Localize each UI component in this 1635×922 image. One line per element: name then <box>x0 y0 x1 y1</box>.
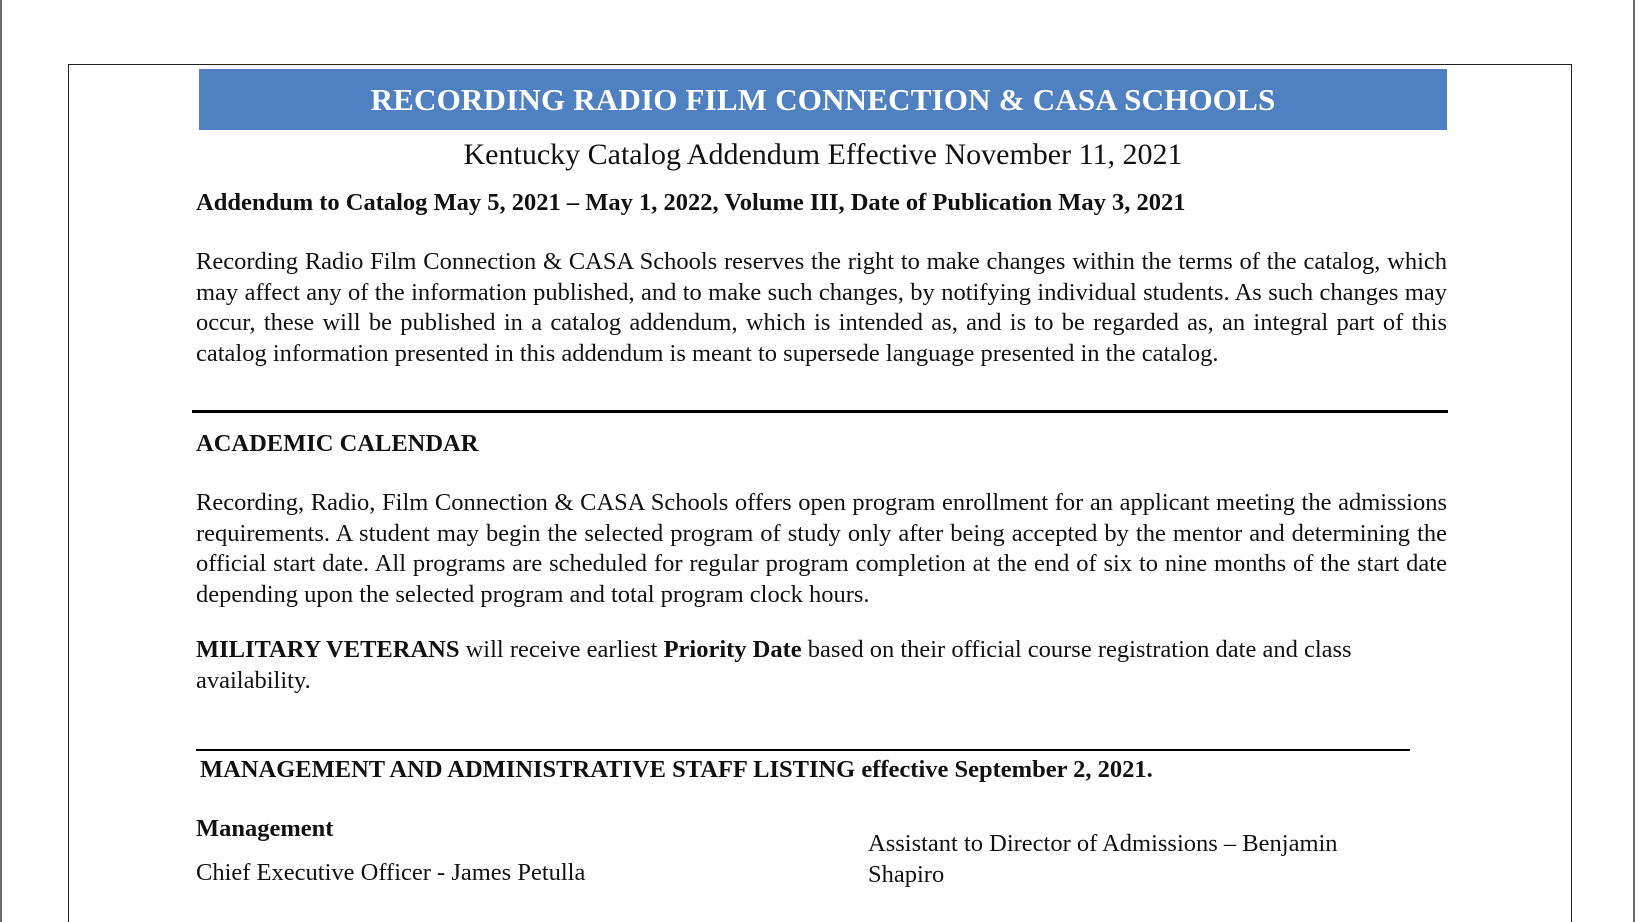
section-divider-thick <box>192 410 1448 413</box>
document-banner: RECORDING RADIO FILM CONNECTION & CASA SCHOOLS <box>199 69 1447 130</box>
staff-listing-heading: MANAGEMENT AND ADMINISTRATIVE STAFF LISTING effective September 2, 2021. <box>200 756 1153 783</box>
academic-calendar-paragraph: Recording, Radio, Film Connection & CASA Schools offers open program enrollment for an applicant meeting the admissions requirements. A student may begin the selected program of study only after being accepted by the mentor and determining the official start date. All programs are scheduled for regular program completion at the end of six to nine months of the start date depending upon the selected program and total program clock hours. <box>196 489 1447 608</box>
addendum-heading: Addendum to Catalog May 5, 2021 – May 1, 2022, Volume III, Date of Publication May 3, 2021 <box>196 189 1186 216</box>
veterans-paragraph <box>196 635 1396 696</box>
management-heading: Management <box>196 815 334 842</box>
intro-paragraph: Recording Radio Film Connection & CASA Schools reserves the right to make changes within the terms of the catalog, which may affect any of the information published, and to make such changes, by notifying individual students. As such changes may occur, these will be published in a catalog addendum, which is intended as, and is to be regarded as, an integral part of this catalog information presented in this addendum is meant to supersede language presented in the catalog. <box>196 248 1447 367</box>
ceo-listing: Chief Executive Officer - James Petulla <box>196 859 586 886</box>
document-page <box>68 64 1572 922</box>
veterans-text-2: based on their official course registration date and class availability. <box>196 636 1352 694</box>
veterans-bold-label: MILITARY VETERANS <box>196 636 460 663</box>
academic-calendar-heading: ACADEMIC CALENDAR <box>196 430 479 457</box>
priority-date-label: Priority Date <box>663 636 802 663</box>
document-subtitle: Kentucky Catalog Addendum Effective November 11, 2021 <box>463 138 1183 171</box>
section-divider-thin <box>196 749 1410 751</box>
viewer-left-edge <box>0 0 2 922</box>
veterans-text-1: will receive earliest <box>459 636 664 663</box>
assistant-admissions-listing: Assistant to Director of Admissions – Benjamin Shapiro <box>868 830 1338 888</box>
